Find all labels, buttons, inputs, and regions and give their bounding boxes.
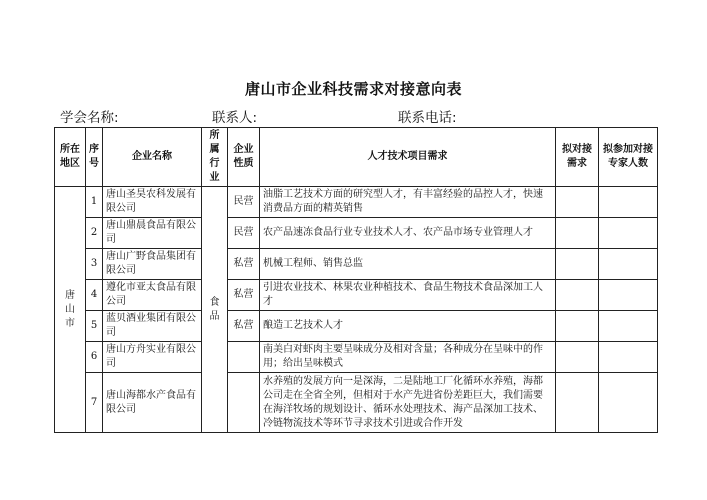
header-company: 企业名称 <box>103 128 202 187</box>
row-dock <box>556 218 599 249</box>
row-seq: 4 <box>86 280 103 311</box>
page-title: 唐山市企业科技需求对接意向表 <box>244 80 462 98</box>
row-experts <box>599 373 658 433</box>
table-row <box>55 187 658 218</box>
table-row <box>55 311 658 342</box>
contact-phone-label: 联系电话: <box>398 110 457 126</box>
row-experts <box>599 342 658 373</box>
row-company: 遵化市亚太食品有限公司 <box>103 280 202 311</box>
row-demand: 油脂工艺技术方面的研究型人才，有丰富经验的品控人才，快速消费品方面的精英销售 <box>260 187 556 218</box>
row-experts <box>599 249 658 280</box>
header-dock: 拟对接 需求 <box>556 128 599 187</box>
row-company: 唐山海都水产食品有限公司 <box>103 373 202 433</box>
row-company: 唐山方舟实业有限公司 <box>103 342 202 373</box>
school-name-label: 学会名称: <box>60 110 119 126</box>
row-seq: 7 <box>86 373 103 433</box>
region-cell: 唐 山 市 <box>55 187 86 433</box>
row-company: 唐山鼎晨食品有限公司 <box>103 218 202 249</box>
contact-person-label: 联系人: <box>212 110 258 126</box>
row-nature: 民营 <box>228 218 260 249</box>
industry-cell: 食 品 <box>202 187 228 433</box>
row-experts <box>599 187 658 218</box>
row-company: 蓝贝酒业集团有限公司 <box>103 311 202 342</box>
row-seq: 2 <box>86 218 103 249</box>
row-dock <box>556 342 599 373</box>
row-seq: 3 <box>86 249 103 280</box>
table-row <box>55 249 658 280</box>
row-experts <box>599 311 658 342</box>
row-nature: 私营 <box>228 249 260 280</box>
row-dock <box>556 249 599 280</box>
row-dock <box>556 280 599 311</box>
header-seq: 序 号 <box>86 128 103 187</box>
row-seq: 6 <box>86 342 103 373</box>
row-dock <box>556 187 599 218</box>
header-experts: 拟参加对接 专家人数 <box>599 128 658 187</box>
header-nature: 企业 性质 <box>228 128 260 187</box>
table-row <box>55 373 658 433</box>
row-demand: 机械工程师、销售总监 <box>260 249 556 280</box>
row-dock <box>556 311 599 342</box>
row-nature: 私营 <box>228 280 260 311</box>
row-demand: 南美白对虾肉主要呈味成分及相对含量；各种成分在呈味中的作用；给出呈味模式 <box>260 342 556 373</box>
row-demand: 水养殖的发展方向一是深海，二是陆地工厂化循环水养殖，海都公司走在全省全列，但相对于水产先进省份差距巨大，我们需要在海洋牧场的规划设计、循环水处理技术、海产品深加工技术、冷链物流技术等环节寻求技术引进或合作开发 <box>260 373 556 433</box>
row-dock <box>556 373 599 433</box>
row-company: 唐山广野食品集团有限公司 <box>103 249 202 280</box>
row-experts <box>599 280 658 311</box>
row-seq: 5 <box>86 311 103 342</box>
row-seq: 1 <box>86 187 103 218</box>
row-company: 唐山圣昊农科发展有限公司 <box>103 187 202 218</box>
header-region: 所在 地区 <box>55 128 86 187</box>
header-demand: 人才技术项目需求 <box>260 128 556 187</box>
row-demand: 引进农业技术、林果农业种植技术、食品生物技术食品深加工人才 <box>260 280 556 311</box>
header-industry: 所属 行业 <box>202 128 228 187</box>
row-experts <box>599 218 658 249</box>
table-row <box>55 342 658 373</box>
demand-table <box>54 127 658 433</box>
row-demand: 酿造工艺技术人才 <box>260 311 556 342</box>
table-row <box>55 218 658 249</box>
row-nature <box>228 342 260 373</box>
table-header-row <box>55 128 658 187</box>
table-row <box>55 280 658 311</box>
row-nature: 私营 <box>228 311 260 342</box>
row-nature <box>228 373 260 433</box>
row-nature: 民营 <box>228 187 260 218</box>
row-demand: 农产品速冻食品行业专业技术人才、农产品市场专业管理人才 <box>260 218 556 249</box>
